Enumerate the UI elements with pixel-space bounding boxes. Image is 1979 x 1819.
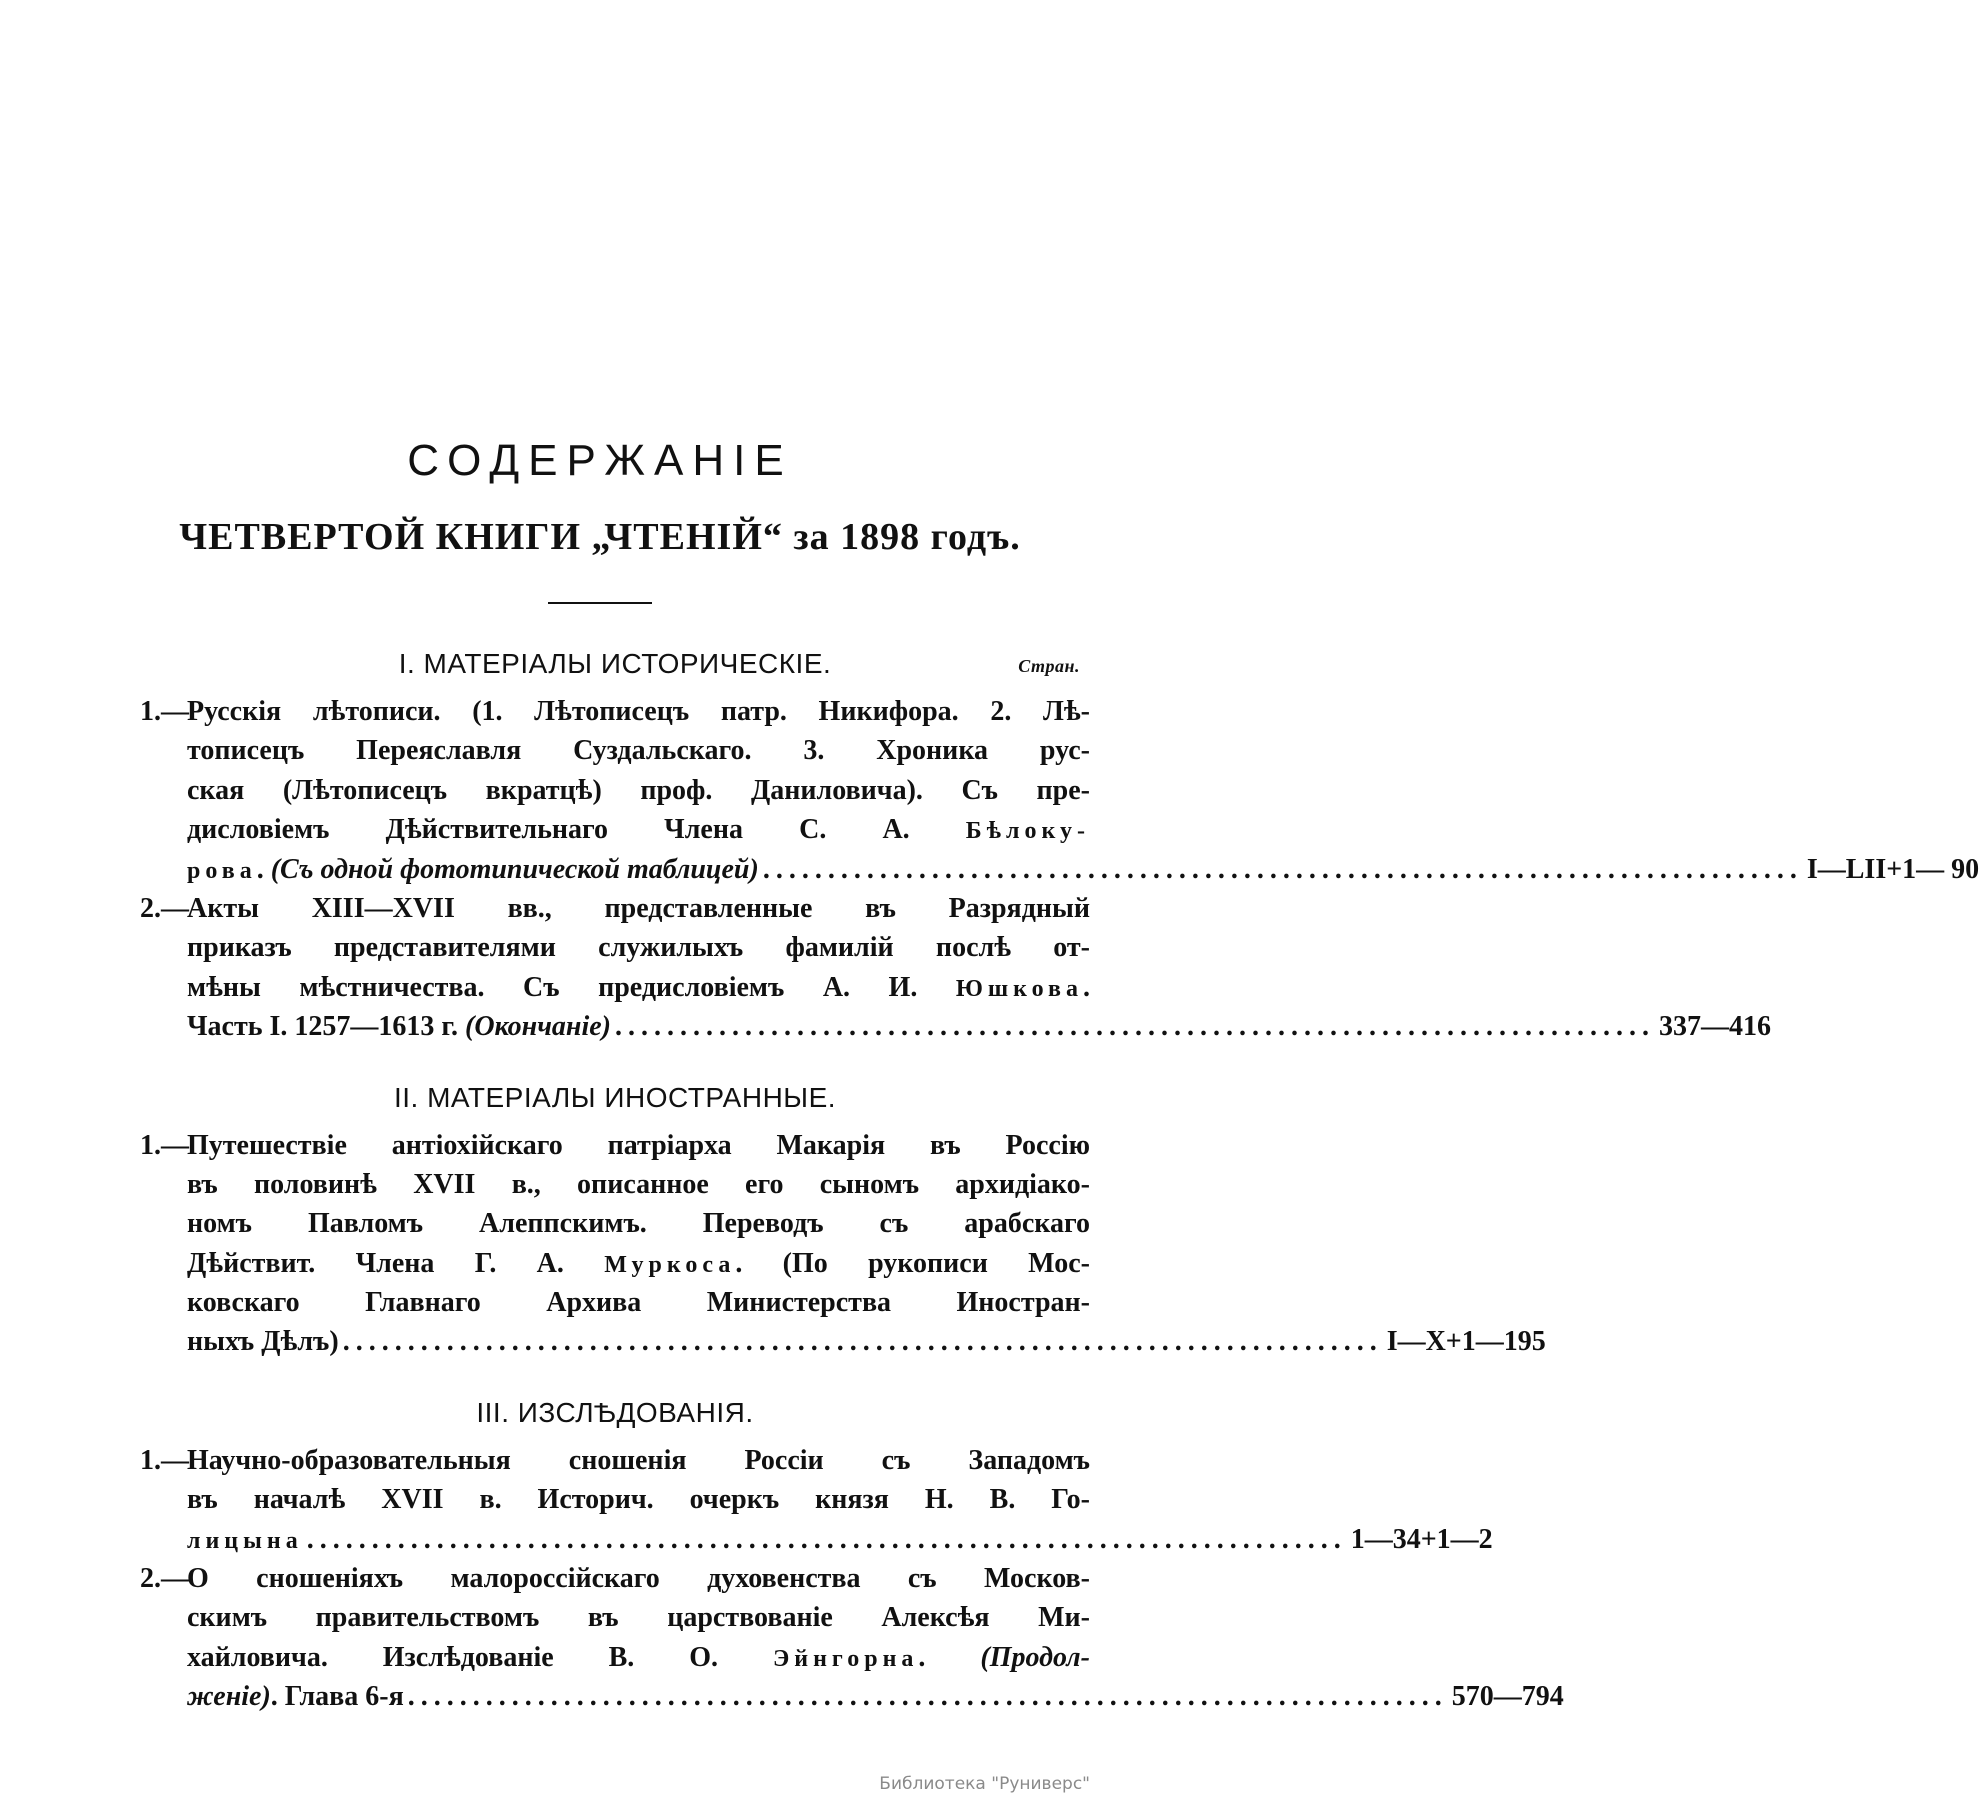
text-segment: скимъ правительствомъ въ царствованіе Алексѣя Ми-: [187, 1602, 1090, 1634]
toc-entry-line: [140, 850, 1979, 889]
toc-entry-line: [140, 1007, 1771, 1046]
text-segment: рова: [187, 857, 257, 884]
table-of-contents: [140, 636, 1979, 1717]
page-range: 570—794: [1451, 1681, 1564, 1713]
page-range: I—LII+1— 90: [1806, 853, 1979, 885]
toc-entry-line: [140, 968, 1090, 1007]
page-title: СОДЕРЖАНІЕ: [407, 436, 793, 485]
text-segment: Часть I. 1257—1613 г.: [187, 1011, 465, 1043]
entry-number: 2.—: [140, 892, 189, 924]
text-segment: .: [918, 1641, 981, 1673]
entry-text: [187, 1208, 1090, 1239]
toc-entry-line: [140, 1480, 1090, 1519]
text-segment: дисловіемъ Дѣйствительнаго Члена С. А.: [187, 814, 966, 846]
section-heading: [140, 1385, 1090, 1441]
dot-leader: ................................................................................: [342, 1326, 1383, 1358]
entry-text: [187, 850, 759, 889]
toc-entry-line: [140, 1204, 1090, 1243]
toc-entry-line: [140, 1126, 1090, 1165]
text-segment: .: [1083, 971, 1090, 1003]
toc-entry-line: [140, 1283, 1090, 1322]
entry-text: [187, 972, 1090, 1003]
entry-text: [187, 1130, 1090, 1161]
toc-entry-line: [140, 1322, 1546, 1361]
section-heading-text: II. МАТЕРІАЛЫ ИНОСТРАННЫЕ.: [393, 1081, 837, 1113]
text-segment: Научно-образовательныя сношенія Россіи съ Западомъ: [187, 1444, 1090, 1476]
entry-text: [187, 1563, 1090, 1594]
library-watermark: Библиотека "Руниверс": [879, 1774, 1090, 1794]
text-segment: (Окончаніе): [465, 1011, 611, 1043]
toc-entry-line: [140, 1598, 1090, 1637]
entry-text: [187, 1322, 339, 1361]
entry-text: [187, 1642, 1090, 1673]
section-heading-text: III. ИЗСЛѢДОВАНІЯ.: [476, 1396, 754, 1428]
entry-number: 1.—: [140, 1444, 189, 1476]
text-segment: .: [256, 853, 271, 885]
toc-entry-line: [140, 810, 1090, 849]
page-range: I—X+1—195: [1386, 1326, 1546, 1358]
entry-text: [187, 1007, 611, 1046]
section-heading: [140, 636, 1090, 692]
toc-entry-line: [140, 1520, 1493, 1559]
entry-text: [187, 696, 1090, 727]
text-segment: Бѣлоку-: [965, 818, 1090, 845]
dot-leader: ................................................................................: [762, 853, 1803, 885]
toc-entry-line: [140, 1165, 1090, 1204]
entry-text: [187, 1445, 1090, 1476]
entry-text: [187, 735, 1090, 766]
text-segment: приказъ представителями служилыхъ фамилій послѣ от-: [187, 932, 1090, 964]
text-segment: хайловича. Изслѣдованіе В. О.: [187, 1641, 773, 1673]
text-segment: мѣны мѣстничества. Съ предисловіемъ А. И.: [187, 971, 956, 1003]
text-segment: О сношеніяхъ малороссійскаго духовенства съ Москов-: [187, 1563, 1090, 1595]
toc-entry-line: [140, 889, 1090, 928]
text-segment: Муркоса: [604, 1251, 736, 1278]
dot-leader: ................................................................................: [306, 1523, 1347, 1555]
entry-number: 1.—: [140, 696, 189, 727]
entry-text: [187, 1287, 1090, 1318]
page-column-label: Стран.: [1018, 656, 1080, 676]
dot-leader: ................................................................................: [615, 1011, 1655, 1043]
toc-entry-line: [140, 731, 1090, 770]
entry-text: [187, 1248, 1090, 1279]
entry-text: [187, 1677, 404, 1716]
toc-entry-line: [140, 1441, 1090, 1480]
page-subtitle: ЧЕТВЕРТОЙ КНИГИ „ЧТЕНІЙ“ за 1898 годъ.: [179, 516, 1021, 558]
entry-text: [187, 932, 1090, 963]
page-range: 337—416: [1659, 1011, 1771, 1043]
text-segment: лицына: [187, 1527, 303, 1554]
text-segment: Дѣйствит. Члена Г. А.: [187, 1247, 605, 1279]
entry-text: [187, 893, 1090, 924]
entry-number: 1.—: [140, 1129, 189, 1161]
text-segment: ныхъ Дѣлъ): [187, 1326, 339, 1358]
text-segment: въ началѣ XVII в. Историч. очеркъ князя Н. В. Го-: [187, 1484, 1090, 1516]
text-segment: Акты XIII—XVII вв., представленные въ Разрядный: [187, 892, 1090, 924]
text-segment: въ половинѣ XVII в., описанное его сыномъ архидіако-: [187, 1168, 1090, 1200]
entry-text: [187, 1602, 1090, 1633]
entry-text: [187, 814, 1090, 845]
toc-entry-line: [140, 692, 1090, 731]
entry-text: [187, 1520, 303, 1559]
entry-text: [187, 775, 1090, 806]
text-segment: . (По рукописи Мос-: [735, 1247, 1090, 1279]
toc-entry-line: [140, 928, 1090, 967]
entry-text: [187, 1484, 1090, 1515]
divider-rule: [548, 602, 652, 604]
text-segment: женіе): [187, 1681, 271, 1713]
text-segment: Юшкова: [955, 975, 1083, 1002]
toc-entry-line: [140, 1559, 1090, 1598]
text-segment: номъ Павломъ Алеппскимъ. Переводъ съ арабскаго: [187, 1208, 1090, 1240]
text-segment: ковскаго Главнаго Архива Министерства Иностран-: [187, 1287, 1090, 1319]
entry-number: 2.—: [140, 1563, 189, 1595]
section-heading: [140, 1070, 1090, 1126]
dot-leader: ................................................................................: [407, 1681, 1448, 1713]
toc-entry-line: [140, 1244, 1090, 1283]
text-segment: Эйнгорна: [773, 1645, 919, 1672]
toc-entry-line: [140, 771, 1090, 810]
text-segment: (Съ одной фототипической таблицей): [270, 853, 759, 885]
text-segment: (Продол-: [980, 1641, 1090, 1673]
text-segment: тописецъ Переяславля Суздальскаго. 3. Хроника рус-: [187, 735, 1090, 767]
text-segment: . Глава 6-я: [270, 1681, 404, 1713]
text-segment: Путешествіе антіохійскаго патріарха Макарія въ Россію: [187, 1129, 1090, 1161]
entry-text: [187, 1169, 1090, 1200]
text-segment: ская (Лѣтописецъ вкратцѣ) проф. Даниловича). Съ пре-: [187, 774, 1090, 806]
toc-entry-line: [140, 1638, 1090, 1677]
toc-entry-line: [140, 1677, 1564, 1716]
page-range: 1—34+1—2: [1350, 1523, 1493, 1555]
text-segment: Русскія лѣтописи. (1. Лѣтописецъ патр. Никифора. 2. Лѣ-: [187, 696, 1090, 727]
section-heading-text: I. МАТЕРІАЛЫ ИСТОРИЧЕСКІЕ.: [398, 648, 832, 679]
